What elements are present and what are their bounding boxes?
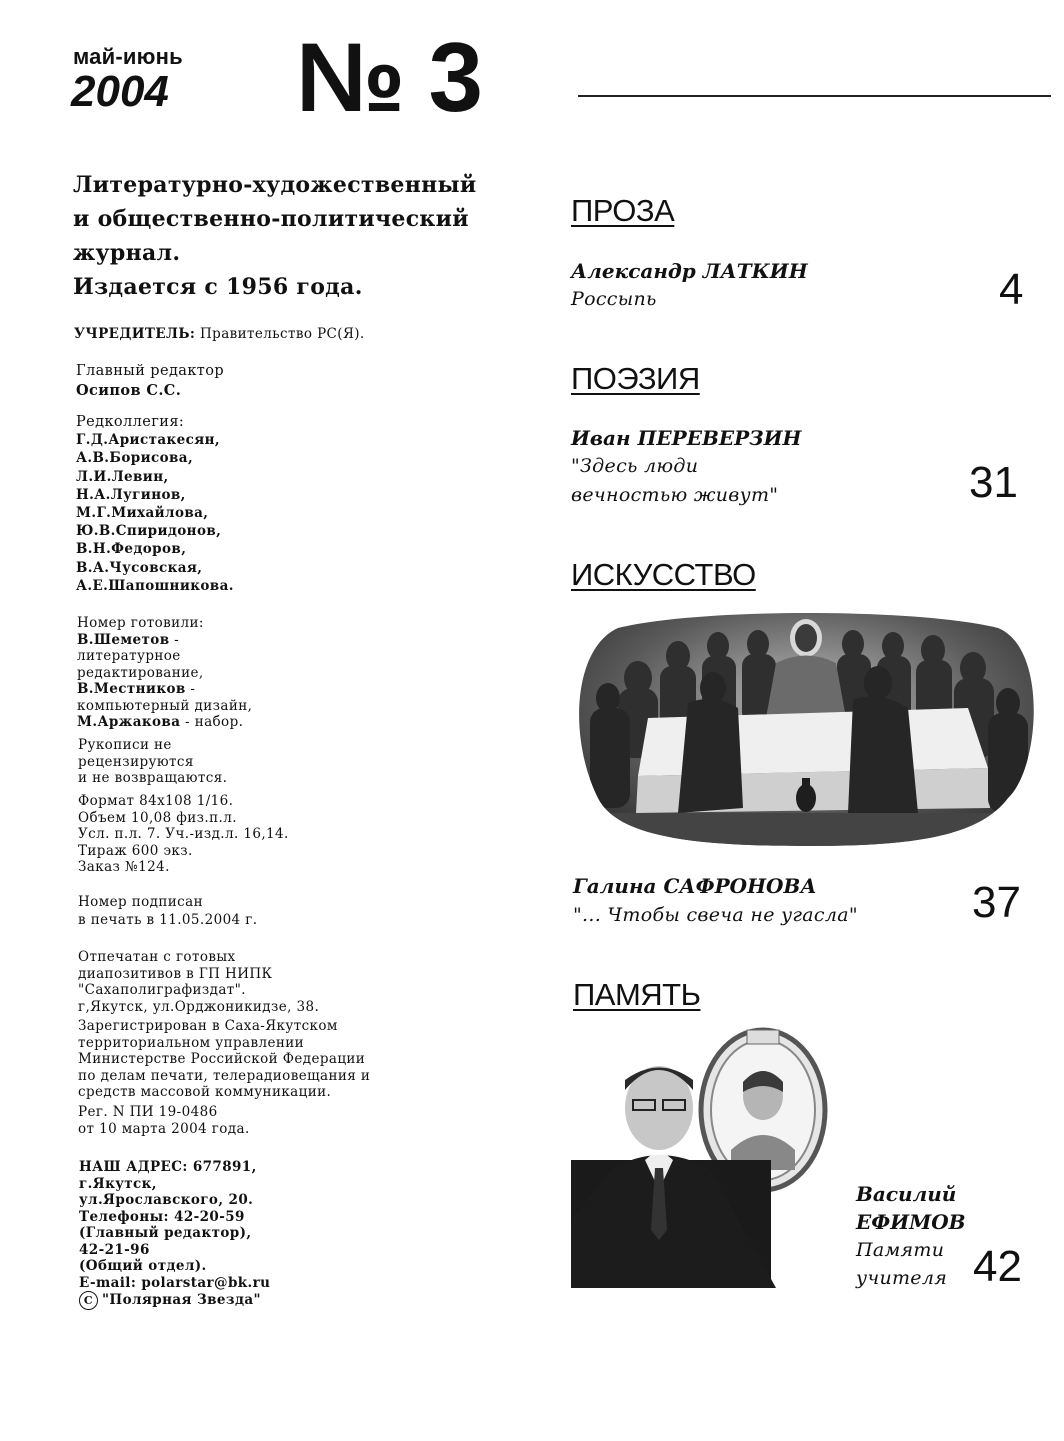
address-line: г.Якутск, xyxy=(79,1175,157,1192)
chief-editor xyxy=(76,362,224,400)
header-divider xyxy=(578,95,1051,97)
section-heading-art[interactable]: ИСКУССТВО xyxy=(571,557,756,592)
registration-line: средств массовой коммуникации. xyxy=(78,1084,332,1100)
registration-number xyxy=(78,1104,250,1137)
board-member: Н.А.Лугинов, xyxy=(76,486,186,503)
staff-role: компьютерный дизайн, xyxy=(77,697,253,714)
board-member: А.В.Борисова, xyxy=(76,450,194,467)
board-member: В.Н.Федоров, xyxy=(76,541,187,558)
registration-line: Зарегистрирован в Саха-Якутском xyxy=(78,1018,338,1034)
address-line: ул.Ярославского, 20. xyxy=(79,1192,254,1208)
issue-staff xyxy=(77,615,307,731)
print-specs xyxy=(78,793,289,876)
poetry-title-line[interactable]: "Здесь люди xyxy=(571,455,699,477)
board-member: Г.Д.Аристакесян, xyxy=(76,432,221,449)
founder-line xyxy=(74,326,365,343)
section-heading-memory[interactable]: ПАМЯТЬ xyxy=(573,977,701,1012)
registration-line: территориальном управлении xyxy=(78,1034,305,1051)
staff-dash: - xyxy=(169,631,180,648)
founder-value: Правительство РС(Я). xyxy=(199,326,365,342)
staff-row xyxy=(77,632,307,649)
staff-row xyxy=(77,681,307,698)
spec-line: Заказ №124. xyxy=(78,859,170,875)
memory-page-number: 42 xyxy=(973,1242,1022,1291)
staff-label: Номер готовили: xyxy=(77,615,204,631)
memory-author-first[interactable]: Василий xyxy=(856,1182,957,1206)
manuscripts-line: и не возвращаются. xyxy=(78,770,228,786)
signed-to-print xyxy=(78,893,257,929)
board-member: Л.И.Левин, xyxy=(76,468,169,485)
board-member: А.Е.Шапошникова. xyxy=(76,577,234,594)
editor-name: Осипов С.С. xyxy=(76,382,182,399)
address-line: Телефоны: 42-20-59 xyxy=(79,1208,245,1225)
printer-line: г,Якутск, ул.Орджоникидзе, 38. xyxy=(78,998,320,1015)
issue-year: 2004 xyxy=(71,67,169,116)
board-member: М.Г.Михайлова, xyxy=(76,505,209,522)
contact-address xyxy=(79,1159,270,1310)
staff-role: редактирование, xyxy=(77,664,204,681)
staff-role: - набор. xyxy=(180,714,244,730)
spec-line: Тираж 600 экз. xyxy=(78,842,193,859)
printer-line: "Сахаполиграфиздат". xyxy=(78,982,246,998)
poetry-author[interactable]: Иван ПЕРЕВЕРЗИН xyxy=(571,426,802,450)
address-line: НАШ АДРЕС: 677891, xyxy=(79,1159,257,1175)
signed-line: в печать в 11.05.2004 г. xyxy=(78,912,258,928)
memory-author-last[interactable]: ЕФИМОВ xyxy=(856,1210,966,1234)
manuscripts-line: Рукописи не xyxy=(78,737,172,753)
manuscripts-line: рецензируются xyxy=(78,753,194,770)
art-page-number: 37 xyxy=(972,878,1021,927)
tagline-line: Издается с 1956 года. xyxy=(73,274,363,300)
copyright-holder: "Полярная Звезда" xyxy=(102,1292,261,1309)
journal-tagline xyxy=(73,168,493,304)
staff-row xyxy=(77,714,307,731)
reg-line: от 10 марта 2004 года. xyxy=(78,1120,250,1137)
art-title[interactable]: "... Чтобы свеча не угасла" xyxy=(573,904,858,926)
printer-info xyxy=(78,949,398,1015)
signed-line: Номер подписан xyxy=(78,894,203,910)
reg-line: Рег. N ПИ 19-0486 xyxy=(78,1104,218,1120)
memorial-photo xyxy=(571,1020,834,1288)
staff-name: В.Шеметов xyxy=(77,631,170,648)
last-supper-illustration xyxy=(578,608,1036,848)
email-line[interactable]: E-mail: polarstar@bk.ru xyxy=(79,1274,271,1291)
founder-label: УЧРЕДИТЕЛЬ: xyxy=(74,326,196,342)
prose-author[interactable]: Александр ЛАТКИН xyxy=(571,259,808,283)
staff-role: литературное xyxy=(77,648,181,664)
spec-line: Усл. п.л. 7. Уч.-изд.л. 16,14. xyxy=(78,826,289,842)
board-label: Редколлегия: xyxy=(76,414,185,430)
art-author[interactable]: Галина САФРОНОВА xyxy=(573,874,817,898)
spec-line: Объем 10,08 физ.п.л. xyxy=(78,809,237,826)
staff-name: В.Местников xyxy=(77,681,186,697)
printer-line: Отпечатан с готовых xyxy=(78,949,236,965)
poetry-page-number: 31 xyxy=(969,458,1018,507)
address-line: 42-21-96 xyxy=(79,1241,150,1258)
board-member: Ю.В.Спиридонов, xyxy=(76,523,222,540)
prose-page-number: 4 xyxy=(999,265,1024,314)
copyright-icon: C xyxy=(79,1291,98,1310)
editorial-board xyxy=(76,413,234,595)
registration-info xyxy=(78,1018,408,1101)
memory-title-line[interactable]: учителя xyxy=(856,1267,948,1289)
editor-label: Главный редактор xyxy=(76,363,225,379)
manuscripts-note xyxy=(78,737,227,787)
copyright-line xyxy=(79,1291,270,1310)
section-heading-poetry[interactable]: ПОЭЗИЯ xyxy=(571,361,700,396)
tagline-line: журнал. xyxy=(73,240,181,266)
spec-line: Формат 84х108 1/16. xyxy=(78,793,234,809)
tagline-line: Литературно-художественный xyxy=(73,172,477,198)
prose-title[interactable]: Россыпь xyxy=(571,288,657,310)
issue-period: май-июнь xyxy=(73,44,183,69)
address-line: (Главный редактор), xyxy=(79,1225,252,1241)
poetry-title-line[interactable]: вечностью живут" xyxy=(571,484,779,506)
registration-line: по делам печати, телерадиовещания и xyxy=(78,1067,371,1084)
staff-name: М.Аржакова xyxy=(77,714,181,730)
board-member: В.А.Чусовская, xyxy=(76,559,203,576)
address-line: (Общий отдел). xyxy=(79,1258,207,1274)
staff-dash: - xyxy=(185,681,196,697)
printer-line: диапозитивов в ГП НИПК xyxy=(78,965,273,982)
section-heading-prose[interactable]: ПРОЗА xyxy=(571,193,675,228)
issue-number: № 3 xyxy=(296,22,481,132)
memory-title-line[interactable]: Памяти xyxy=(856,1239,945,1261)
tagline-line: и общественно-политический xyxy=(73,206,469,232)
registration-line: Министерстве Российской Федерации xyxy=(78,1051,366,1067)
